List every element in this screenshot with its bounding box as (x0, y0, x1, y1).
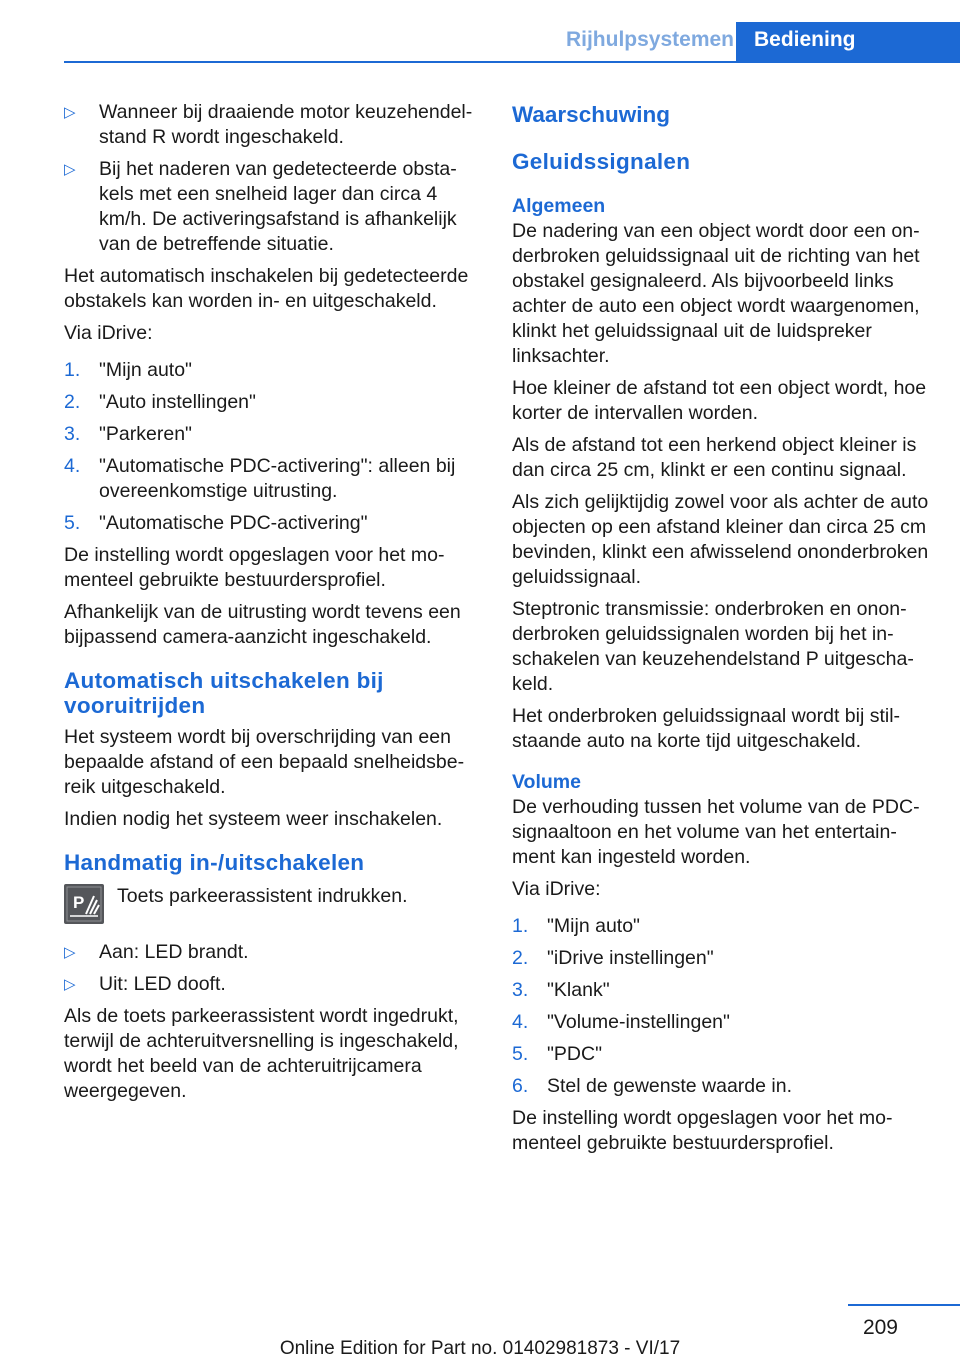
step-item: 1. "Mijn auto" (64, 359, 192, 381)
section-heading-auto-off: Automatisch uitschakelen bij vooruitrijden (64, 668, 384, 718)
bullet-item: ▷ Aan: LED brandt. (64, 941, 249, 963)
paragraph: De nadering van een object wordt door een onderbroken geluidssignaal uit de richting van het obstakel gesignaleerd. Als bijvoorbeeld links achter de auto een object wordt waargenomen, klinkt het geluidssignaal uit de luidspreker linksachter. (512, 220, 920, 367)
header-section-title: Rijhulpsystemen (565, 28, 734, 51)
bullet-triangle-icon: ▷ (64, 104, 76, 121)
step-item: 6. Stel de gewenste waarde in. (512, 1075, 792, 1097)
paragraph: De instelling wordt opgeslagen voor het momenteel gebruikte bestuurdersprofiel. (512, 1107, 893, 1154)
step-item: 1. "Mijn auto" (512, 915, 640, 937)
bullet-item: ▷ Uit: LED dooft. (64, 973, 226, 995)
right-column (512, 100, 932, 1163)
step-item: 5. "PDC" (512, 1043, 603, 1065)
left-column (64, 100, 484, 1111)
paragraph: Steptronic transmissie: onderbroken en ononderbroken geluidssignalen worden bij het inschakelen van keuzehendelstand P uitgeschakeld. (512, 598, 914, 695)
svg-text:P: P (73, 893, 85, 912)
bullet-triangle-icon: ▷ (64, 976, 76, 993)
step-item: 2. "Auto instellingen" (64, 391, 256, 413)
bullet-triangle-icon: ▷ (64, 161, 76, 178)
paragraph: Via iDrive: (64, 322, 153, 344)
paragraph: Als de toets parkeerassistent wordt ingedrukt, terwijl de achteruitversnelling is ingeschakeld, wordt het beeld van de achteruitrijcamera weergegeven. (64, 1005, 459, 1102)
step-item: 5. "Automatische PDC-activering" (64, 512, 368, 534)
paragraph: Het automatisch inschakelen bij gedetecteerde obstakels kan worden in- en uitgeschakeld. (64, 265, 469, 312)
paragraph: De verhouding tussen het volume van de PDC-signaaltoon en het volume van het entertainment kan ingesteld worden. (512, 796, 920, 868)
section-heading-manual: Handmatig in-/uitschakelen (64, 850, 365, 875)
paragraph: Het onderbroken geluidssignaal wordt bij stilstaande auto na korte tijd uitgeschakeld. (512, 705, 901, 752)
warning-heading: Waarschuwing (512, 102, 670, 127)
section-heading-sound: Geluidssignalen (512, 149, 691, 174)
footer-edition: Online Edition for Part no. 01402981873 - VI/17 (279, 1338, 681, 1359)
paragraph: Afhankelijk van de uitrusting wordt tevens een bijpassend camera-aanzicht ingeschakeld. (64, 601, 461, 648)
header-chapter-tab: Bediening (736, 22, 960, 62)
bullet-triangle-icon: ▷ (64, 944, 76, 961)
paragraph: Hoe kleiner de afstand tot een object wordt, hoe korter de intervallen worden. (512, 377, 927, 424)
step-item: 3. "Parkeren" (64, 423, 192, 445)
paragraph: Indien nodig het systeem weer inschakelen. (64, 808, 443, 830)
icon-instruction-text: Toets parkeerassistent indrukken. (117, 885, 408, 907)
step-item: 3. "Klank" (512, 979, 610, 1001)
paragraph: Als de afstand tot een herkend object kleiner is dan circa 25 cm, klinkt er een continu signaal. (512, 434, 917, 481)
paragraph: Via iDrive: (512, 878, 601, 900)
parking-assistant-button-icon (64, 884, 104, 924)
paragraph: De instelling wordt opgeslagen voor het momenteel gebruikte bestuurdersprofiel. (64, 544, 445, 591)
bullet-item: ▷ Wanneer bij draaiende motor keuzehendelstand R wordt ingeschakeld. (64, 101, 473, 148)
step-item: 2. "iDrive instellingen" (512, 947, 714, 969)
page-number: 209 (862, 1316, 898, 1339)
step-item: 4. "Automatische PDC-activering": alleen bij overeenkomstige uitrusting. (64, 455, 456, 502)
footer-rule (848, 1304, 960, 1306)
subheading-volume: Volume (512, 771, 581, 793)
icon-instruction (64, 884, 484, 928)
paragraph: Als zich gelijktijdig zowel voor als achter de auto objecten op een afstand kleiner dan circa 25 cm bevinden, klinkt een afwisselend ononderbroken geluidssignaal. (512, 491, 929, 588)
subheading-general: Algemeen (512, 195, 606, 217)
step-item: 4. "Volume-instellingen" (512, 1011, 730, 1033)
paragraph: Het systeem wordt bij overschrijding van een bepaalde afstand of een bepaald snelheidsbereik uitgeschakeld. (64, 726, 465, 798)
bullet-item: ▷ Bij het naderen van gedetecteerde obstakels met een snelheid lager dan circa 4 km/h. De activeringsafstand is afhankelijk van de betreffende situatie. (64, 158, 457, 255)
